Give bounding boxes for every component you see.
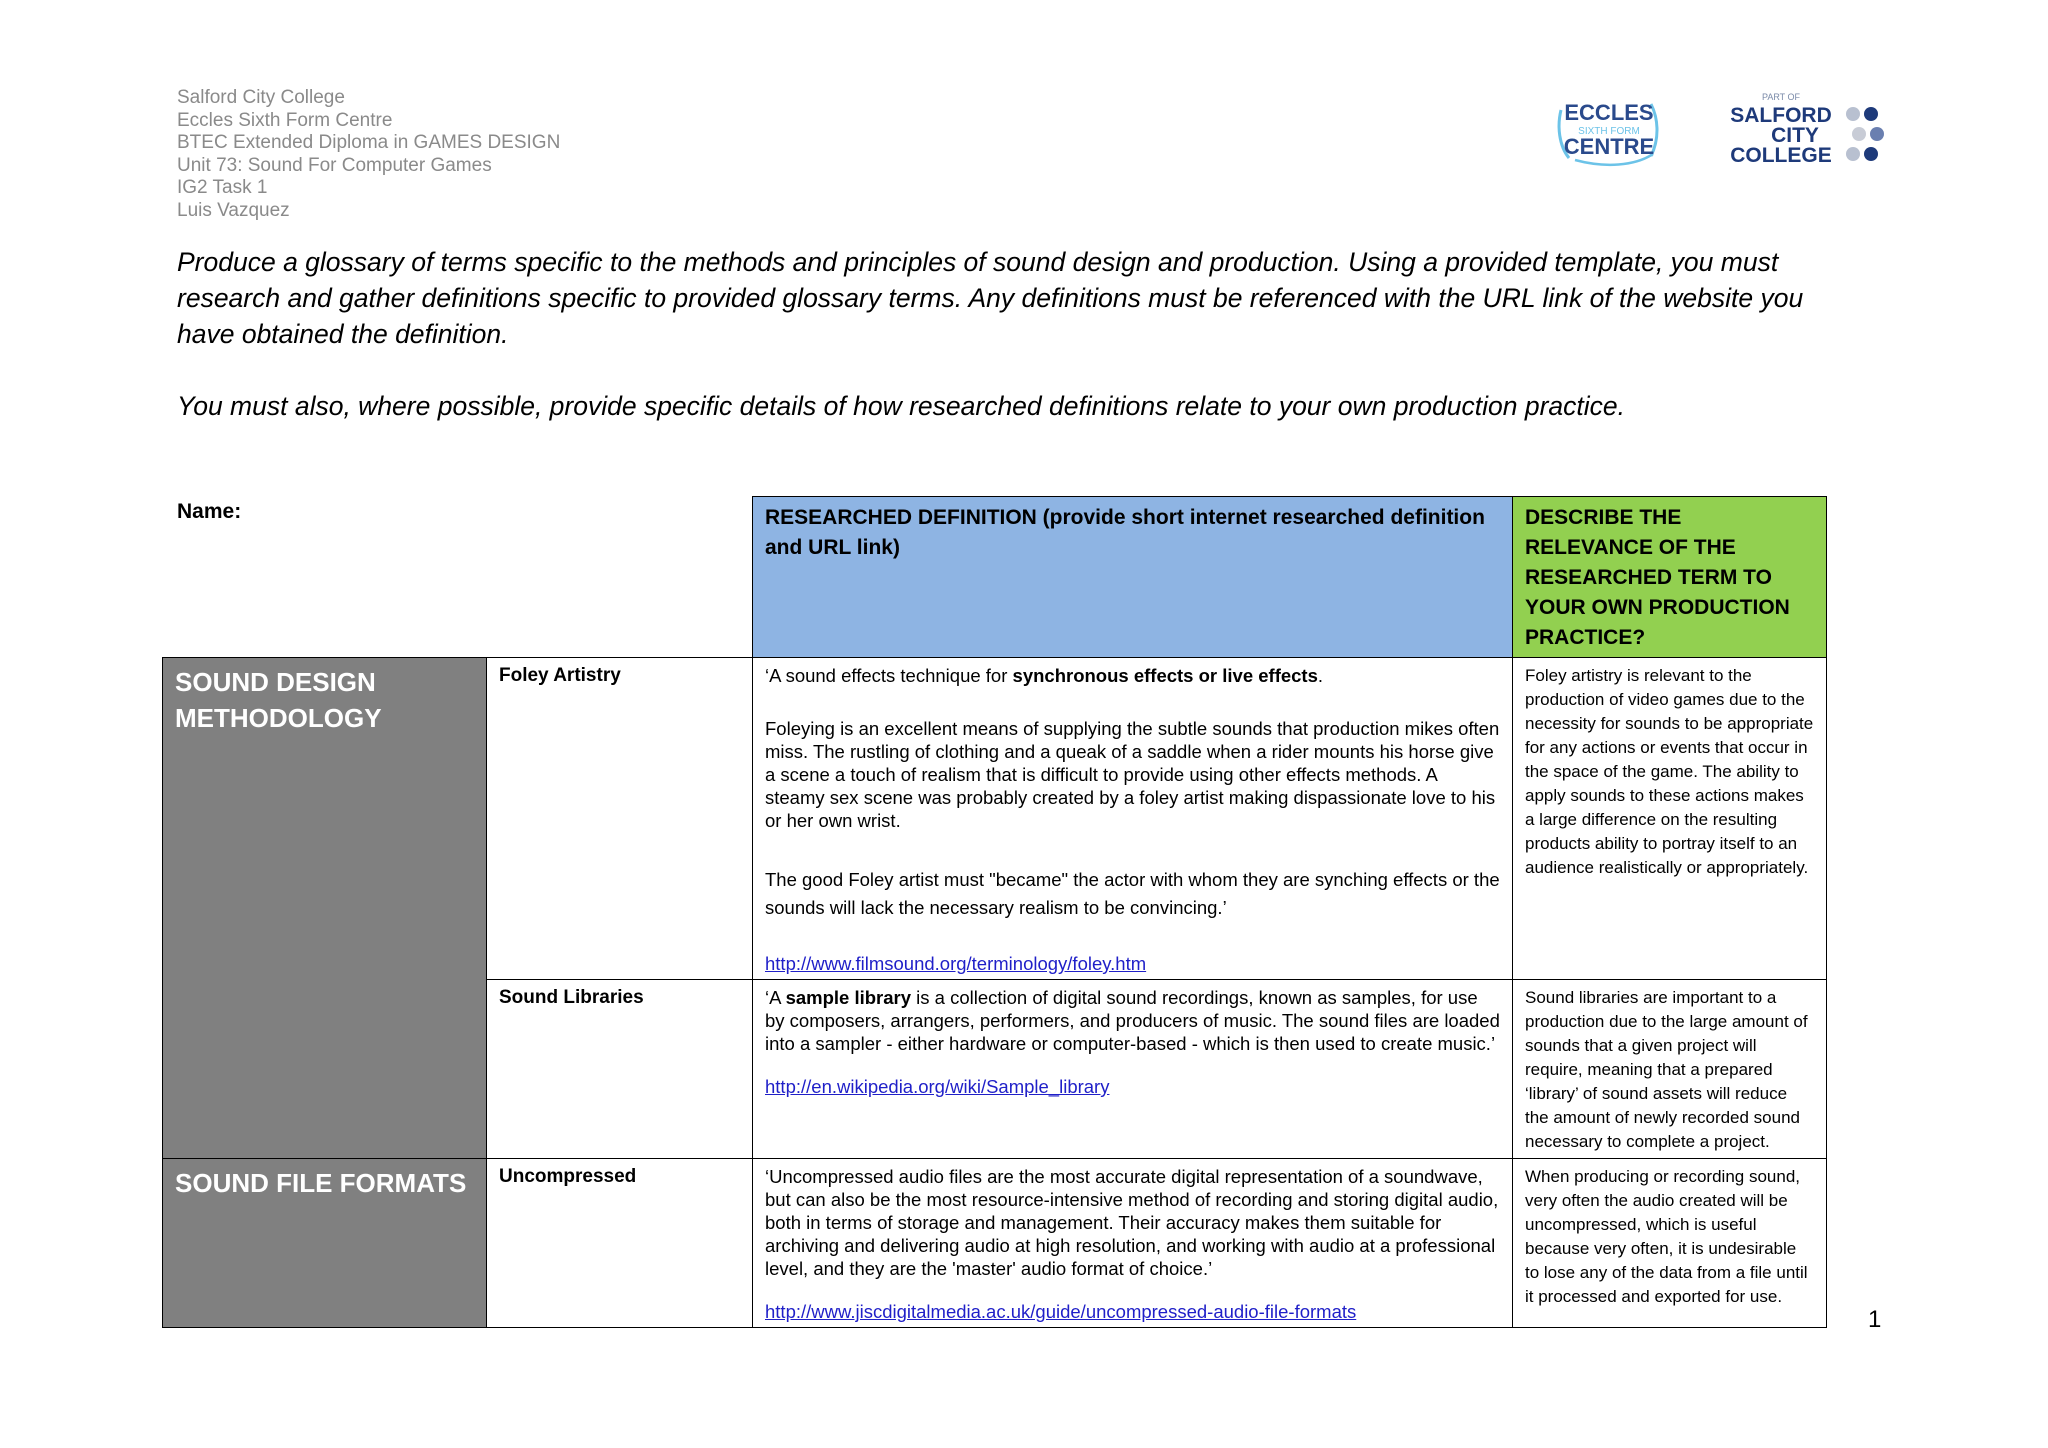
table-row	[163, 658, 1827, 980]
glossary-table	[162, 496, 1827, 1328]
eccles-centre-logo	[1555, 90, 1663, 168]
foley-url-link[interactable]: http://www.filmsound.org/terminology/foley.htm	[765, 953, 1147, 974]
term-foley-artistry: Foley Artistry	[487, 658, 753, 980]
header-blank-cell	[487, 497, 753, 658]
uncompressed-url-link[interactable]: http://www.jiscdigitalmedia.ac.uk/guide/uncompressed-audio-file-formats	[765, 1301, 1357, 1322]
svg-text:COLLEGE: COLLEGE	[1730, 144, 1832, 167]
centre-name: Eccles Sixth Form Centre	[177, 109, 393, 131]
unit-name: Unit 73: Sound For Computer Games	[177, 154, 492, 176]
term-uncompressed: Uncompressed	[487, 1159, 753, 1328]
header-relevance: DESCRIBE THE RELEVANCE OF THE RESEARCHED TERM TO YOUR OWN PRODUCTION PRACTICE?	[1513, 497, 1827, 658]
svg-text:ECCLES: ECCLES	[1564, 100, 1654, 125]
name-label: Name:	[177, 500, 242, 523]
svg-text:CENTRE: CENTRE	[1563, 134, 1655, 159]
table-header-row	[163, 497, 1827, 658]
sample-library-url-link[interactable]: http://en.wikipedia.org/wiki/Sample_library	[765, 1076, 1110, 1097]
relevance-sound-libraries: Sound libraries are important to a production due to the large amount of sounds that a given project will require, meaning that a prepared ‘library’ of sound assets will reduce the amount of newly recorded sound necessary to complete a project.	[1513, 980, 1827, 1159]
svg-text:PART OF: PART OF	[1761, 92, 1801, 102]
svg-text:SALFORD: SALFORD	[1730, 104, 1832, 127]
author-name: Luis Vazquez	[177, 199, 290, 221]
category-sound-design-methodology: SOUND DESIGN METHODOLOGY	[163, 658, 487, 1159]
table-row	[163, 1159, 1827, 1328]
course-name: BTEC Extended Diploma in GAMES DESIGN	[177, 132, 561, 153]
college-name: Salford City College	[177, 87, 345, 108]
relevance-uncompressed: When producing or recording sound, very often the audio created will be uncompressed, which is useful because very often, it is undesirable to lose any of the data from a file until it processed and exported for use.	[1513, 1159, 1827, 1328]
relevance-foley-artistry: Foley artistry is relevant to the production of video games due to the necessity for sounds to be appropriate for any actions or events that occur in the space of the game. The ability to apply sounds to these actions makes a large difference on the resulting products ability to portray itself to an audience realistically or appropriately.	[1513, 658, 1827, 980]
term-sound-libraries: Sound Libraries	[487, 980, 753, 1159]
definition-sound-libraries: ‘A sample library is a collection of digital sound recordings, known as samples, for use by composers, arrangers, performers, and producers of music. The sound files are loaded into a sampler - either hardware or computer-based - which is then used to create music.’ http://en.wikipedia.org/wiki/Sample_library	[753, 980, 1513, 1159]
page-number: 1	[1868, 1306, 1882, 1333]
svg-text:SIXTH FORM: SIXTH FORM	[1578, 126, 1640, 137]
logo-area	[1555, 90, 1875, 170]
svg-text:CITY: CITY	[1771, 124, 1819, 147]
header-blank-cell	[163, 497, 487, 658]
task-name: IG2 Task 1	[177, 177, 268, 198]
document-header	[177, 87, 560, 222]
instruction-paragraph-1: Produce a glossary of terms specific to the methods and principles of sound design and production. Using a provided template, you must research and gather definitions specific to provided glossary terms. Any definitions must be referenced with the URL link of the website you have obtained the definition.	[177, 247, 1804, 349]
definition-uncompressed: ‘Uncompressed audio files are the most accurate digital representation of a soundwave, but can also be the most resource-intensive method of recording and storing digital audio, both in terms of storage and management. Their accuracy makes them suitable for archiving and delivering audio at high resolution, and working with audio at a professional level, and they are the 'master' audio format of choice.’ http://www.jiscdigitalmedia.ac.uk/guide/uncompressed-audio-file-formats	[753, 1159, 1513, 1328]
salford-city-college-logo	[1715, 90, 1895, 168]
category-sound-file-formats: SOUND FILE FORMATS	[163, 1159, 487, 1328]
header-researched-definition: RESEARCHED DEFINITION (provide short internet researched definition and URL link)	[753, 497, 1513, 658]
definition-foley-artistry: ‘A sound effects technique for synchronous effects or live effects. Foleying is an excellent means of supplying the subtle sounds that production mikes often miss. The rustling of clothing and a queak of a saddle when a rider mounts his horse give a scene a touch of realism that is difficult to provide using other effects methods. A steamy sex scene was probably created by a foley artist making dispassionate love to his or her own wrist. The good Foley artist must "became" the actor with whom they are synching effects or the sounds will lack the necessary realism to be convincing.’ http://www.filmsound.org/terminology/foley.htm	[753, 658, 1513, 980]
instruction-paragraph-2: You must also, where possible, provide specific details of how researched definitions relate to your own production practice.	[177, 391, 1625, 421]
